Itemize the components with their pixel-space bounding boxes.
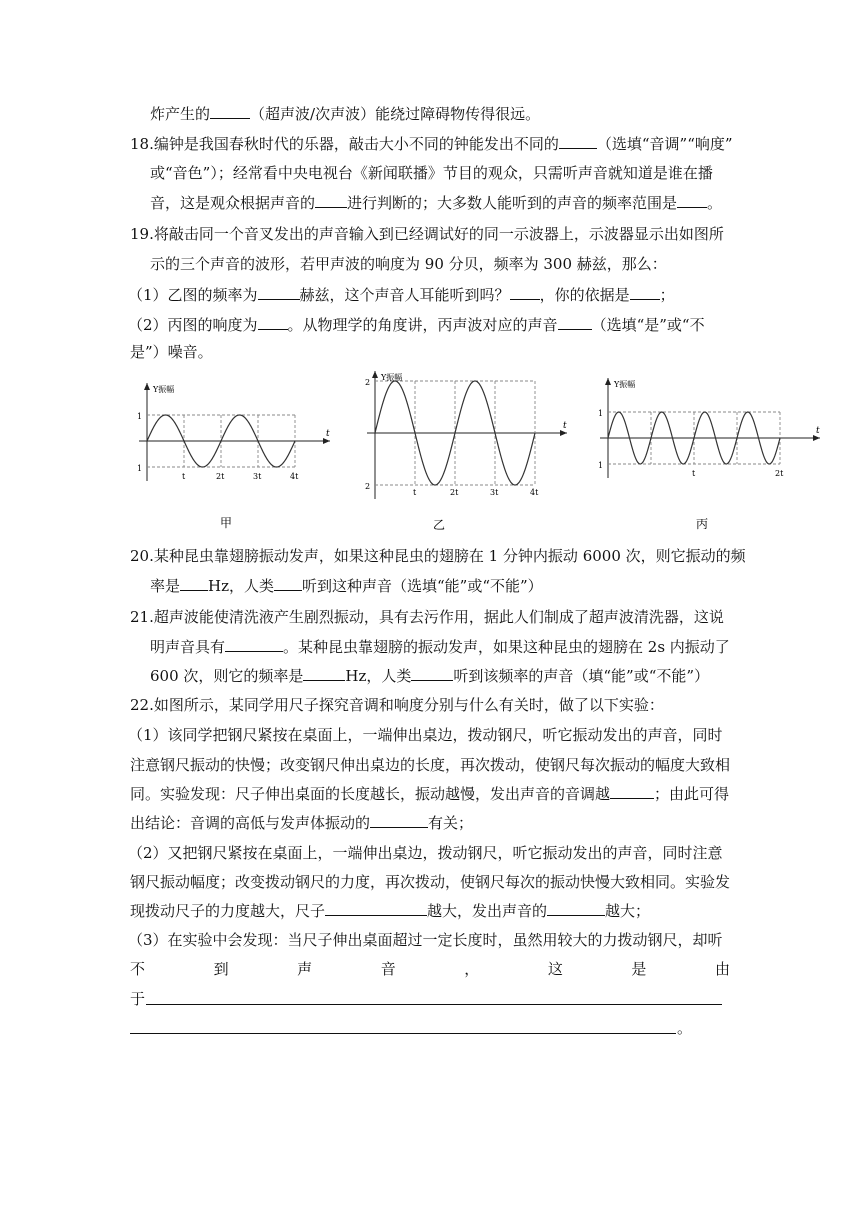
answer-blank[interactable] <box>303 665 345 681</box>
answer-blank[interactable] <box>315 192 347 208</box>
answer-blank[interactable] <box>559 133 597 149</box>
question-22-part-1-line-2: 注意钢尺振动的快慢；改变钢尺伸出桌边的长度，再次拨动，使钢尺每次振动的幅度大致相 <box>130 756 731 774</box>
question-22-part-2-line-3: 现拨动尺子的力度越大，尺子 越大，发出声音的 越大； <box>130 902 651 920</box>
question-19-line-2: 示的三个声音的波形，若甲声波的响度为 90 分贝，频率为 300 赫兹，那么： <box>150 255 667 273</box>
answer-blank[interactable] <box>258 284 300 300</box>
figure-caption-jia: 甲 <box>220 516 233 530</box>
answer-blank[interactable] <box>630 284 660 300</box>
answer-blank[interactable] <box>258 314 288 330</box>
time-tick-label: t <box>413 488 417 497</box>
time-tick-label: 4t <box>290 472 299 481</box>
amplitude-tick-label: 1 <box>598 409 604 418</box>
amplitude-axis-arrow <box>605 378 611 385</box>
question-22-part-1-line-4: 出结论：音调的高低与发声体振动的 有关； <box>130 814 474 832</box>
amplitude-axis-arrow <box>372 371 378 378</box>
question-20-line-1: 20.某种昆虫靠翅膀振动发声，如果这种昆虫的翅膀在 1 分钟内振动 6000 次，则它振动的频 <box>130 547 746 565</box>
time-tick-label: 3t <box>253 472 262 481</box>
amplitude-tick-label: 2 <box>365 378 371 387</box>
answer-blank[interactable] <box>510 284 540 300</box>
question-22-part-2-line-1: （2）又把钢尺紧按在桌面上，一端伸出桌边，拨动钢尺，听它振动发出的声音，同时注意 <box>128 844 723 862</box>
answer-blank[interactable] <box>547 900 605 916</box>
answer-blank[interactable] <box>677 192 707 208</box>
answer-blank[interactable] <box>370 812 428 828</box>
question-22-part-1-line-3: 同。实验发现：尺子伸出桌面的长度越长，振动越慢，发出声音的音调越 ；由此可得 <box>130 785 730 803</box>
answer-blank[interactable] <box>411 665 453 681</box>
question-21-line-3: 600 次，则它的频率是 Hz，人类 听到该频率的声音（填“能”或“不能”） <box>150 667 710 685</box>
amplitude-axis-label: Y振幅 <box>153 385 175 394</box>
question-20-line-2: 率是 Hz，人类 听到这种声音（选填“能”或“不能”） <box>150 577 543 595</box>
question-19-line-1: 19.将敲击同一个音叉发出的声音输入到已经调试好的同一示波器上，示波器显示出如图所 <box>130 225 724 243</box>
waveform-figure-yi <box>355 365 580 540</box>
amplitude-tick-label: 1 <box>598 461 604 470</box>
answer-blank[interactable] <box>558 314 592 330</box>
answer-line-end: 。 <box>677 1019 693 1037</box>
answer-blank[interactable] <box>180 575 208 591</box>
question-21-line-1: 21.超声波能使清洗液产生剧烈振动，具有去污作用，据此人们制成了超声波清洗器，这说 <box>130 608 724 626</box>
amplitude-axis-arrow <box>144 383 150 390</box>
question-22-part-1-line-1: （1）该同学把钢尺紧按在桌面上，一端伸出桌边，拨动钢尺，听它振动发出的声音，同时 <box>128 726 723 744</box>
question-22-part-3-spread-line: 不 到 声 音 ， 这 是 由 <box>130 960 730 978</box>
time-tick-label: 4t <box>530 488 539 497</box>
answer-blank[interactable] <box>210 103 250 119</box>
time-tick-label: t <box>692 469 696 478</box>
question-18-line-1: 18.编钟是我国春秋时代的乐器，敲击大小不同的钟能发出不同的 （选填“音调”“响度” <box>130 135 733 153</box>
time-axis-label: t <box>816 426 820 436</box>
question-22-intro: 22.如图所示，某同学用尺子探究音调和响度分别与什么有关时，做了以下实验： <box>130 696 664 714</box>
amplitude-tick-label: 2 <box>365 482 371 491</box>
answer-blank[interactable] <box>610 783 654 799</box>
answer-blank[interactable] <box>274 575 302 591</box>
answer-line[interactable] <box>146 1004 722 1005</box>
answer-line[interactable] <box>130 1033 676 1034</box>
question-22-part-2-line-2: 钢尺振动幅度；改变拨动钢尺的力度，再次拨动，使钢尺每次的振动快慢大致相同。实验发 <box>130 873 731 891</box>
question-19-part-2-cont: 是”）噪音。 <box>130 343 213 361</box>
question-22-part-3-line-1: （3）在实验中会发现：当尺子伸出桌面超过一定长度时，虽然用较大的力拨动钢尺，却听 <box>128 931 723 949</box>
answer-blank[interactable] <box>325 900 427 916</box>
time-tick-label: 2t <box>775 469 784 478</box>
amplitude-axis-label: Y振幅 <box>381 373 403 382</box>
figure-caption-bing: 丙 <box>696 517 709 531</box>
question-22-part-3-line-3: 于 <box>130 990 146 1008</box>
question-19-part-1: （1）乙图的频率为 赫兹，这个声音人耳能听到吗？ ，你的依据是 ； <box>128 286 675 304</box>
figure-caption-yi: 乙 <box>433 518 446 532</box>
amplitude-axis-label: Y振幅 <box>614 380 636 389</box>
time-tick-label: 2t <box>450 488 459 497</box>
question-18-line-2: 或“音色”）；经常看中央电视台《新闻联播》节目的观众，只需听声音就知道是谁在播 <box>150 164 713 182</box>
q17-line: 炸产生的 （超声波/次声波）能绕过障碍物传得很远。 <box>150 105 541 123</box>
waveform-figure-bing <box>588 370 833 540</box>
amplitude-tick-label: 1 <box>137 412 143 421</box>
question-19-part-2: （2）丙图的响度为 。从物理学的角度讲，丙声波对应的声音 （选填“是”或“不 <box>128 316 705 334</box>
time-axis-label: t <box>563 421 567 431</box>
answer-blank[interactable] <box>225 636 283 652</box>
time-tick-label: t <box>182 472 186 481</box>
question-18-line-3: 音，这是观众根据声音的 进行判断的；大多数人能听到的声音的频率范围是 。 <box>150 194 723 212</box>
waveform-figure-jia <box>125 375 350 540</box>
time-tick-label: 2t <box>216 472 225 481</box>
time-tick-label: 3t <box>490 488 499 497</box>
amplitude-tick-label: 1 <box>137 464 143 473</box>
question-21-line-2: 明声音具有 。某种昆虫靠翅膀的振动发声，如果这种昆虫的翅膀在 2s 内振动了 <box>150 638 730 656</box>
time-axis-label: t <box>326 429 330 439</box>
